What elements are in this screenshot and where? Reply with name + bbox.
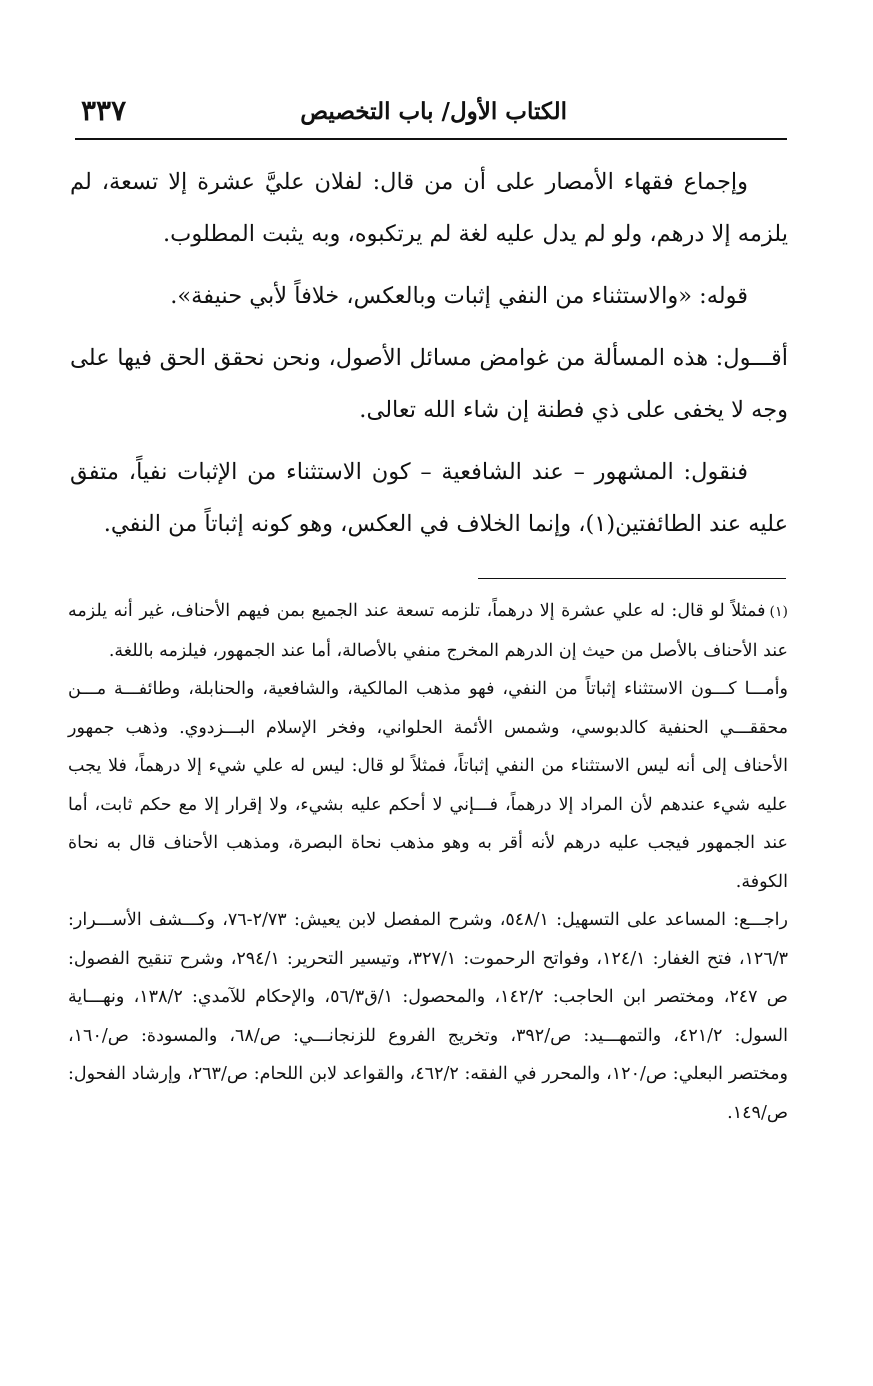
paragraph-fanaqul: فنقول: المشهور – عند الشافعية – كون الاستثناء من الإثبات نفياً، متفق عليه عند الطائفتين(١)، وإنما الخلاف في العكس، وهو كونه إثباتاً من النفي. (70, 459, 788, 537)
footnote-references: راجـــع: المساعد على التسهيل: ٥٤٨/١، وشرح المفصل لابن يعيش: ٢/٧٣-٧٦، وكـــشف الأســـرار: ١٢٦/٣، فتح الغفار: ١٢٤/١، وفواتح الرحموت: ٣٢٧/١، وتيسير التحرير: ٢٩٤/١، وشرح تنقيح الفصول: ص ٢٤٧، ومختصر ابن الحاجب: ١٤٢/٢، والمحصول: ١/ق٥٦/٣، والإحكام للآمدي: ١٣٨/٢، ونهـــاية السول: ٤٢١/٢، والتمهـــيد: ص/٣٩٢، وتخريج الفروع للزنجانـــي: ص/٦٨، والمسودة: ص/١٦٠، ومختصر البعلي: ص/١٢٠، والمحرر في الفقه: ٤٦٢/٢، والقواعد لابن اللحام: ص/٢٦٣، وإرشاد الفحول: ص/١٤٩. (68, 910, 789, 1123)
page-header (75, 94, 787, 138)
paragraph-quote: قوله: «والاستثناء من النفي إثبات وبالعكس، خلافاً لأبي حنيفة». (170, 283, 748, 309)
footnote-text: فمثلاً لو قال: له علي عشرة إلا درهماً، تلزمه تسعة عند الجميع بمن فيهم الأحناف، غير أنه يلزمه عند الأحناف بالأصل من حيث إن الدرهم المخرج منفي بالأصالة، أما عند الجمهور، فيلزمه باللغة. (68, 601, 788, 661)
footnote-1 (68, 592, 788, 670)
running-title: الكتاب الأول/ باب التخصيص (300, 98, 567, 125)
footnote-paragraph: وأمـــا كـــون الاستثناء إثباتاً من النفي، فهو مذهب المالكية، والشافعية، والحنابلة، وطائفـــة مـــن محققـــي الحنفية كالدبوسي، وشمس الأئمة الحلواني، وفخر الإسلام البـــزدوي. وذهب جمهور الأحناف إلى أنه ليس الاستثناء من النفي إثباتاً، فمثلاً لو قال: ليس له علي شيء إلا درهماً، فلا يجب عليه شيء عندهم لأن المراد إلا درهماً، فـــإني لا أحكم عليه بشيء، ولا إقرار إلا مع حكم ثابت، أما عند الجمهور فيجب عليه درهم لأنه أقر به وهو مذهب نحاة البصرة، ومذهب الأحناف قال به نحاة الكوفة. (68, 679, 788, 892)
header-rule (75, 138, 787, 140)
paragraph-aqul: أقـــول: هذه المسألة من غوامض مسائل الأصول، ونحن نحقق الحق فيها على وجه لا يخفى على ذي فطنة إن شاء الله تعالى. (70, 345, 788, 423)
footnotes (68, 592, 788, 1132)
page-number: ٣٣٧ (81, 94, 127, 127)
footnote-marker: (١) (769, 604, 788, 620)
main-text (70, 156, 788, 560)
paragraph-ijma: وإجماع فقهاء الأمصار على أن من قال: لفلان عليَّ عشرة إلا تسعة، لم يلزمه إلا درهم، ولو لم يدل عليه لغة لم يرتكبوه، وبه يثبت المطلوب. (70, 169, 788, 247)
footnote-separator (478, 578, 786, 579)
